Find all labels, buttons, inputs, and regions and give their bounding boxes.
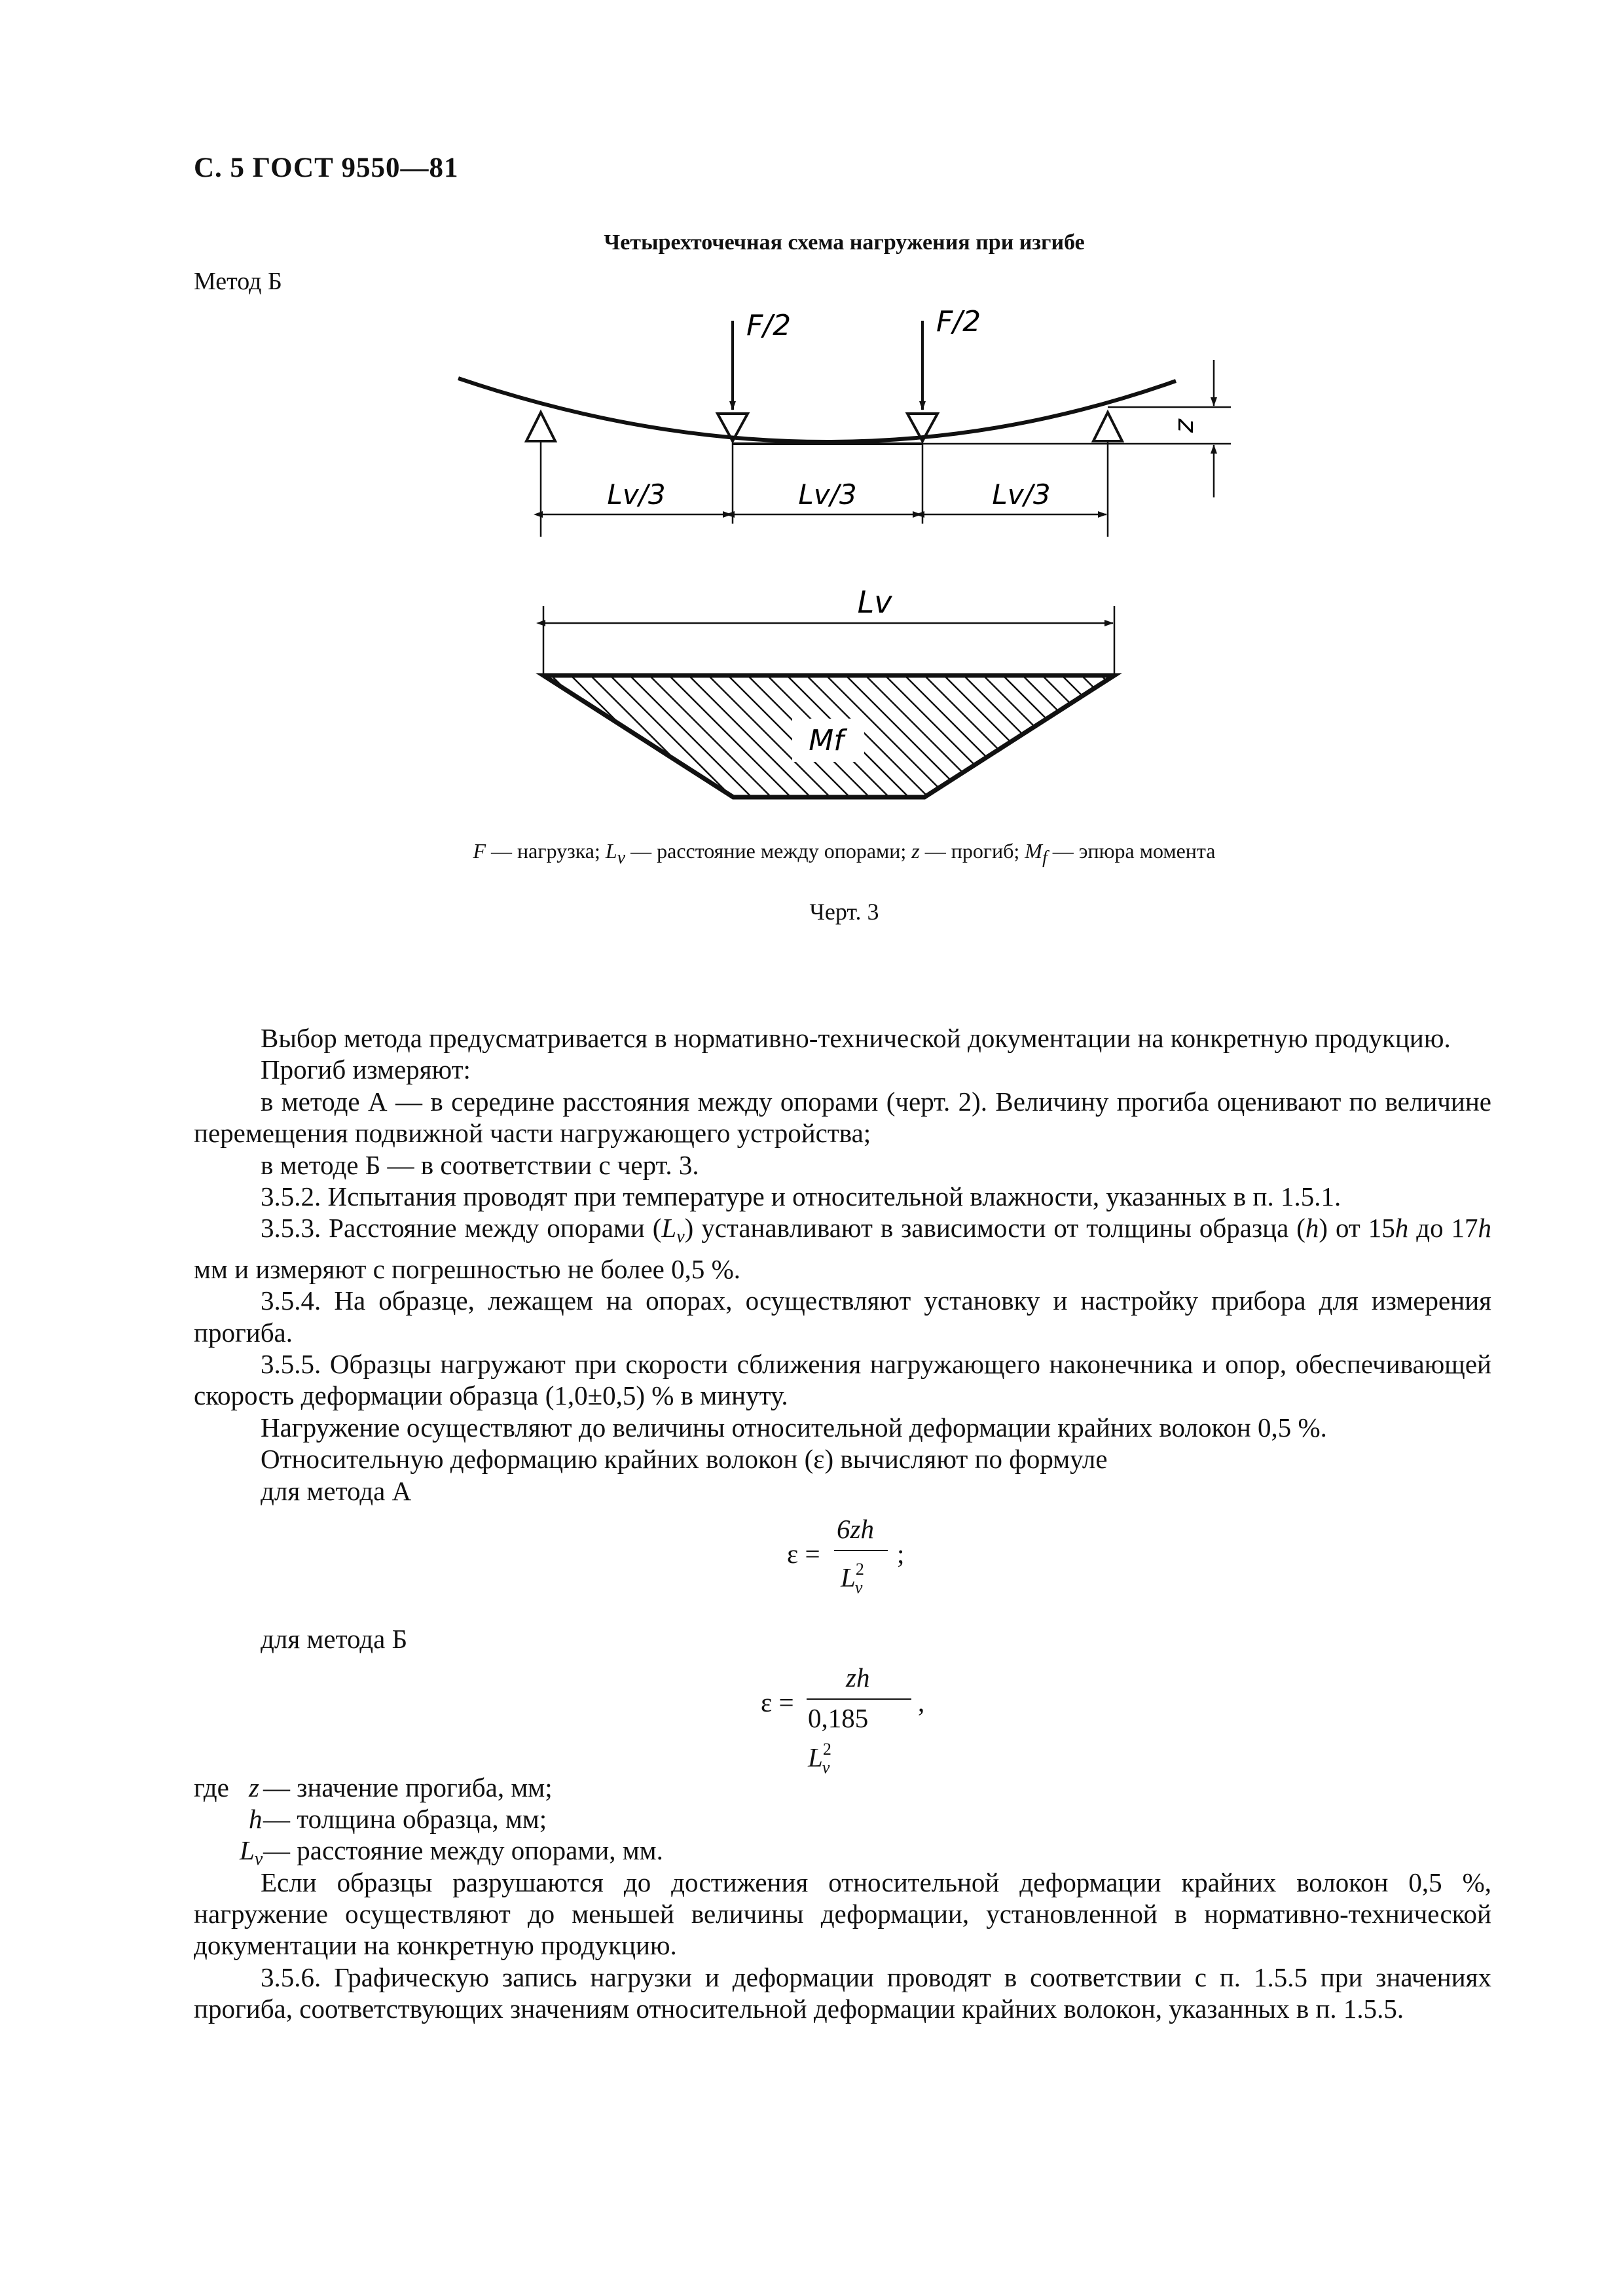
load-label-right: F/2 bbox=[936, 308, 981, 338]
body-text bbox=[194, 1022, 1491, 2025]
span-total-label: Lv bbox=[857, 584, 892, 620]
support-right bbox=[1093, 412, 1122, 441]
moment-hatching bbox=[458, 583, 1368, 818]
legend-l-sub: v bbox=[617, 848, 626, 868]
paragraph: Нагружение осуществляют до величины относительной деформации крайних волокон 0,5 %. bbox=[261, 1412, 1327, 1443]
bending-diagram bbox=[0, 308, 1623, 818]
formula-method-b: ε = zh 0,185 $L^2_v$ , bbox=[761, 1662, 925, 1777]
legend-f-symbol: F bbox=[473, 839, 486, 863]
paragraph: для метода Б bbox=[261, 1624, 408, 1655]
legend-m-def: — эпюра момента bbox=[1047, 839, 1216, 863]
beam-curve bbox=[458, 378, 1176, 442]
legend-z-def: — прогиб; bbox=[919, 839, 1025, 863]
span-third-label-3: Lv/3 bbox=[992, 478, 1051, 511]
legend-l-symbol: L bbox=[605, 839, 617, 863]
figure-legend bbox=[0, 839, 1623, 869]
legend-l-def: — расстояние между опорами; bbox=[625, 839, 912, 863]
moment-label: Mf bbox=[809, 724, 844, 757]
legend-f-def: — нагрузка; bbox=[486, 839, 606, 863]
paragraph: 3.5.2. Испытания проводят при температуре и относительной влажности, указанных в п. 1.5.1. bbox=[261, 1181, 1341, 1212]
where-line-z: где z — значение прогиба, мм; bbox=[194, 1772, 553, 1803]
span-third-label-2: Lv/3 bbox=[798, 478, 857, 511]
paragraph: для метода А bbox=[261, 1475, 412, 1506]
paragraph: 3.5.5. Образцы нагружают при скорости сближения нагружающего наконечника и опор, обеспечивающей скорость деформации образца (1,0±0,5) % в минуту. bbox=[194, 1349, 1491, 1411]
legend-m-sub: f bbox=[1042, 848, 1048, 868]
figure-title: Четырехточечная схема нагружения при изгибе bbox=[604, 230, 1085, 255]
paragraph: в методе А — в середине расстояния между опорами (черт. 2). Величину прогиба оценивают по величине перемещения подвижной части нагружающего устройства; bbox=[194, 1086, 1491, 1149]
where-line-h: h — толщина образца, мм; bbox=[249, 1803, 547, 1834]
paragraph: Если образцы разрушаются до достижения относительной деформации крайних волокон 0,5 %, нагружение осуществляют до меньшей величины деформации, установленной в нормативно-технической документации на конкретную продукцию. bbox=[194, 1867, 1491, 1961]
paragraph: Прогиб измеряют: bbox=[261, 1054, 471, 1085]
paragraph: Относительную деформацию крайних волокон (ε) вычисляют по формуле bbox=[261, 1444, 1108, 1475]
page-header: С. 5 ГОСТ 9550—81 bbox=[194, 152, 459, 183]
formula-method-a: ε = 6zh $L^2_v$ ; bbox=[787, 1514, 905, 1598]
paragraph: Выбор метода предусматривается в нормативно-технической документации на конкретную продукцию. bbox=[261, 1023, 1451, 1053]
paragraph: в методе Б — в соответствии с черт. 3. bbox=[261, 1149, 699, 1180]
paragraph: 3.5.4. На образце, лежащем на опорах, осуществляют установку и настройку прибора для измерения прогиба. bbox=[194, 1285, 1491, 1348]
support-left bbox=[526, 412, 555, 441]
load-label-left: F/2 bbox=[746, 309, 792, 342]
deflection-label: z bbox=[1172, 418, 1202, 433]
legend-m-symbol: M bbox=[1025, 839, 1042, 863]
legend-z-symbol: z bbox=[911, 839, 920, 863]
paragraph: 3.5.6. Графическую запись нагрузки и деформации проводят в соответствии с п. 1.5.5 при значениях прогиба, соответствующих значениям относительной деформации крайних волокон, указанных в п. 1.5.5. bbox=[194, 1962, 1491, 2024]
method-label: Метод Б bbox=[194, 268, 282, 295]
where-line-lv: $L_v$ — расстояние между опорами, мм. bbox=[240, 1835, 663, 1870]
span-third-label-1: Lv/3 bbox=[607, 478, 666, 511]
paragraph: 3.5.3. Расстояние между опорами $(L_v)$ устанавливают в зависимости от толщины образца (h) от 15h до 17h мм и измеряют с погрешностью не более 0,5 %. bbox=[194, 1213, 1491, 1284]
figure-caption: Черт. 3 bbox=[809, 899, 879, 925]
